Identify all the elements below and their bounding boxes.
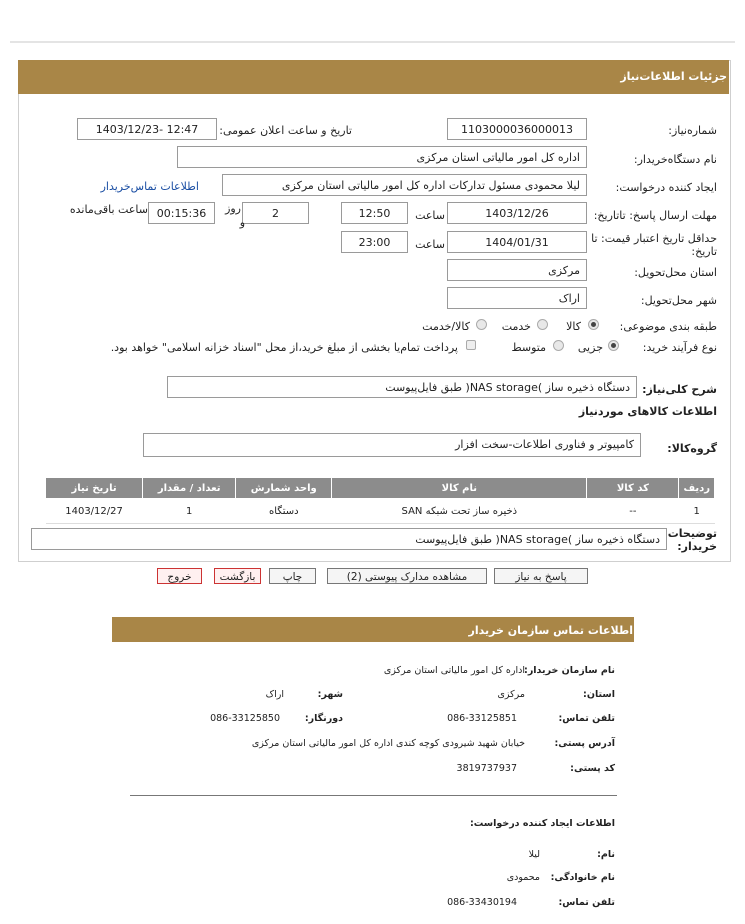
exit-button[interactable]: خروج <box>157 568 202 584</box>
contact-postal-value: 3819737937 <box>456 763 517 774</box>
contact-org-value: اداره کل امور مالیاتی استان مرکزی <box>383 665 525 676</box>
validity-label: حداقل تاریخ اعتبار قیمت: تا تاریخ: <box>591 232 717 258</box>
requester-name-label: نام: <box>597 849 615 860</box>
contact-address-value: خیابان شهید شیرودی کوچه کندی اداره کل امور مالیاتی استان مرکزی <box>251 738 525 749</box>
col-row: ردیف <box>679 478 715 499</box>
requester-family-value: محمودی <box>506 872 540 883</box>
treasury-note: پرداخت تمام‌یا بخشی از مبلغ خرید،از محل "اسناد خزانه اسلامی" خواهد بود. <box>110 341 458 354</box>
attachments-button[interactable]: مشاهده مدارک پیوستی (2) <box>327 568 487 584</box>
goods-table-header <box>46 478 715 499</box>
contact-org-label: نام سازمان خریدار: <box>524 665 615 676</box>
buyer-contact-link[interactable]: اطلاعات تماس‌خریدار <box>100 180 199 193</box>
requester-phone-value: 086-33430194 <box>447 897 517 908</box>
col-unit: واحد شمارش <box>236 478 332 499</box>
cell-qty: 1 <box>143 499 236 524</box>
remaining-time-field: 00:15:36 <box>148 202 215 224</box>
keywords-label: شرح کلی‌نیاز: <box>642 383 717 396</box>
deadline-date-field: 1403/12/26 <box>447 202 587 224</box>
contact-city-label: شهر: <box>317 689 343 700</box>
col-date: تاریخ نیاز <box>46 478 143 499</box>
city-label: شهر محل‌تحویل: <box>640 294 717 307</box>
validity-time-label: ساعت <box>415 238 445 251</box>
contact-phone-label: تلفن تماس: <box>558 713 615 724</box>
contact-divider <box>130 795 617 796</box>
keywords-field: دستگاه ذخیره ساز )NAS storage( طبق فایل‌پیوست <box>167 376 637 398</box>
deadline-time-field: 12:50 <box>341 202 408 224</box>
requester-label: ایجاد کننده درخواست: <box>615 181 717 194</box>
category-option-goods: کالا <box>566 320 581 333</box>
requester-phone-label: تلفن تماس: <box>558 897 615 908</box>
need-number-label: شماره‌نیاز: <box>668 124 717 137</box>
goods-info-heading: اطلاعات کالاهای موردنیاز <box>578 405 717 418</box>
days-field: 2 <box>242 202 309 224</box>
buyer-org-field: اداره کل امور مالیاتی استان مرکزی <box>177 146 587 168</box>
contact-phone-value: 086-33125851 <box>447 713 517 724</box>
page-title: جزئیات اطلاعات‌نیاز <box>620 70 727 83</box>
requester-name-value: لیلا <box>528 849 540 860</box>
goods-group-label: گروه‌کالا: <box>667 442 717 455</box>
category-label: طبقه بندی موضوعی: <box>619 320 717 333</box>
contact-postal-label: کد پستی: <box>570 763 615 774</box>
days-label: روز <box>225 202 241 215</box>
process-radio-medium[interactable] <box>553 340 564 351</box>
announce-field: 1403/12/23- 12:47 <box>77 118 217 140</box>
province-label: استان محل‌تحویل: <box>634 266 717 279</box>
buyer-desc-label: توضیحات خریدار: <box>667 527 717 553</box>
table-row <box>46 499 715 524</box>
category-radio-service[interactable] <box>537 319 548 330</box>
cell-name: ذخیره ساز تحت شبکه SAN <box>332 499 587 524</box>
treasury-checkbox[interactable] <box>466 340 476 350</box>
category-option-both: کالا/خدمت <box>422 320 470 333</box>
goods-group-field: کامپیوتر و فناوری اطلاعات-سخت افزار <box>143 433 641 457</box>
and-label: و <box>239 216 245 229</box>
col-qty: تعداد / مقدار <box>143 478 236 499</box>
province-field: مرکزی <box>447 259 587 281</box>
need-number-field: 1103000036000013 <box>447 118 587 140</box>
deadline-label: مهلت ارسال پاسخ: تاتاریخ: <box>593 209 717 222</box>
requester-section-title: اطلاعات ایجاد کننده درخواست: <box>469 818 615 829</box>
contact-fax-label: دورنگار: <box>304 713 343 724</box>
col-code: کد کالا <box>587 478 679 499</box>
contact-fax-value: 086-33125850 <box>210 713 280 724</box>
print-button[interactable]: چاپ <box>269 568 316 584</box>
contact-province-label: استان: <box>583 689 615 700</box>
validity-date-field: 1404/01/31 <box>447 231 587 253</box>
contact-city-value: اراک <box>265 689 284 700</box>
reply-button[interactable]: پاسخ به نیاز <box>494 568 588 584</box>
requester-family-label: نام خانوادگی: <box>550 872 615 883</box>
cell-code: -- <box>587 499 679 524</box>
buyer-desc-field: دستگاه ذخیره ساز )NAS storage( طبق فایل‌پیوست <box>31 528 667 550</box>
category-option-service: خدمت <box>501 320 531 333</box>
category-radio-both[interactable] <box>476 319 487 330</box>
top-divider <box>10 41 735 43</box>
contact-title: اطلاعات تماس سازمان خریدار <box>468 624 633 637</box>
requester-field: لیلا محمودی مسئول تدارکات اداره کل امور مالیاتی استان مرکزی <box>222 174 587 196</box>
validity-time-field: 23:00 <box>341 231 408 253</box>
process-option-partial: جزیی <box>577 341 603 354</box>
contact-address-label: آدرس پستی: <box>554 738 615 749</box>
process-option-medium: متوسط <box>511 341 546 354</box>
cell-row: 1 <box>679 499 715 524</box>
city-field: اراک <box>447 287 587 309</box>
process-radio-partial[interactable] <box>608 340 619 351</box>
remaining-label: ساعت باقی‌مانده <box>69 203 148 216</box>
cell-date: 1403/12/27 <box>46 499 143 524</box>
goods-table <box>45 477 715 524</box>
contact-province-value: مرکزی <box>497 689 525 700</box>
cell-unit: دستگاه <box>236 499 332 524</box>
buyer-org-label: نام دستگاه‌خریدار: <box>633 153 717 166</box>
category-radio-goods[interactable] <box>588 319 599 330</box>
col-name: نام کالا <box>332 478 587 499</box>
process-label: نوع فرآیند خرید: <box>642 341 717 354</box>
back-button[interactable]: بازگشت <box>214 568 261 584</box>
announce-label: تاریخ و ساعت اعلان عمومی: <box>219 124 352 137</box>
deadline-time-label: ساعت <box>415 209 445 222</box>
